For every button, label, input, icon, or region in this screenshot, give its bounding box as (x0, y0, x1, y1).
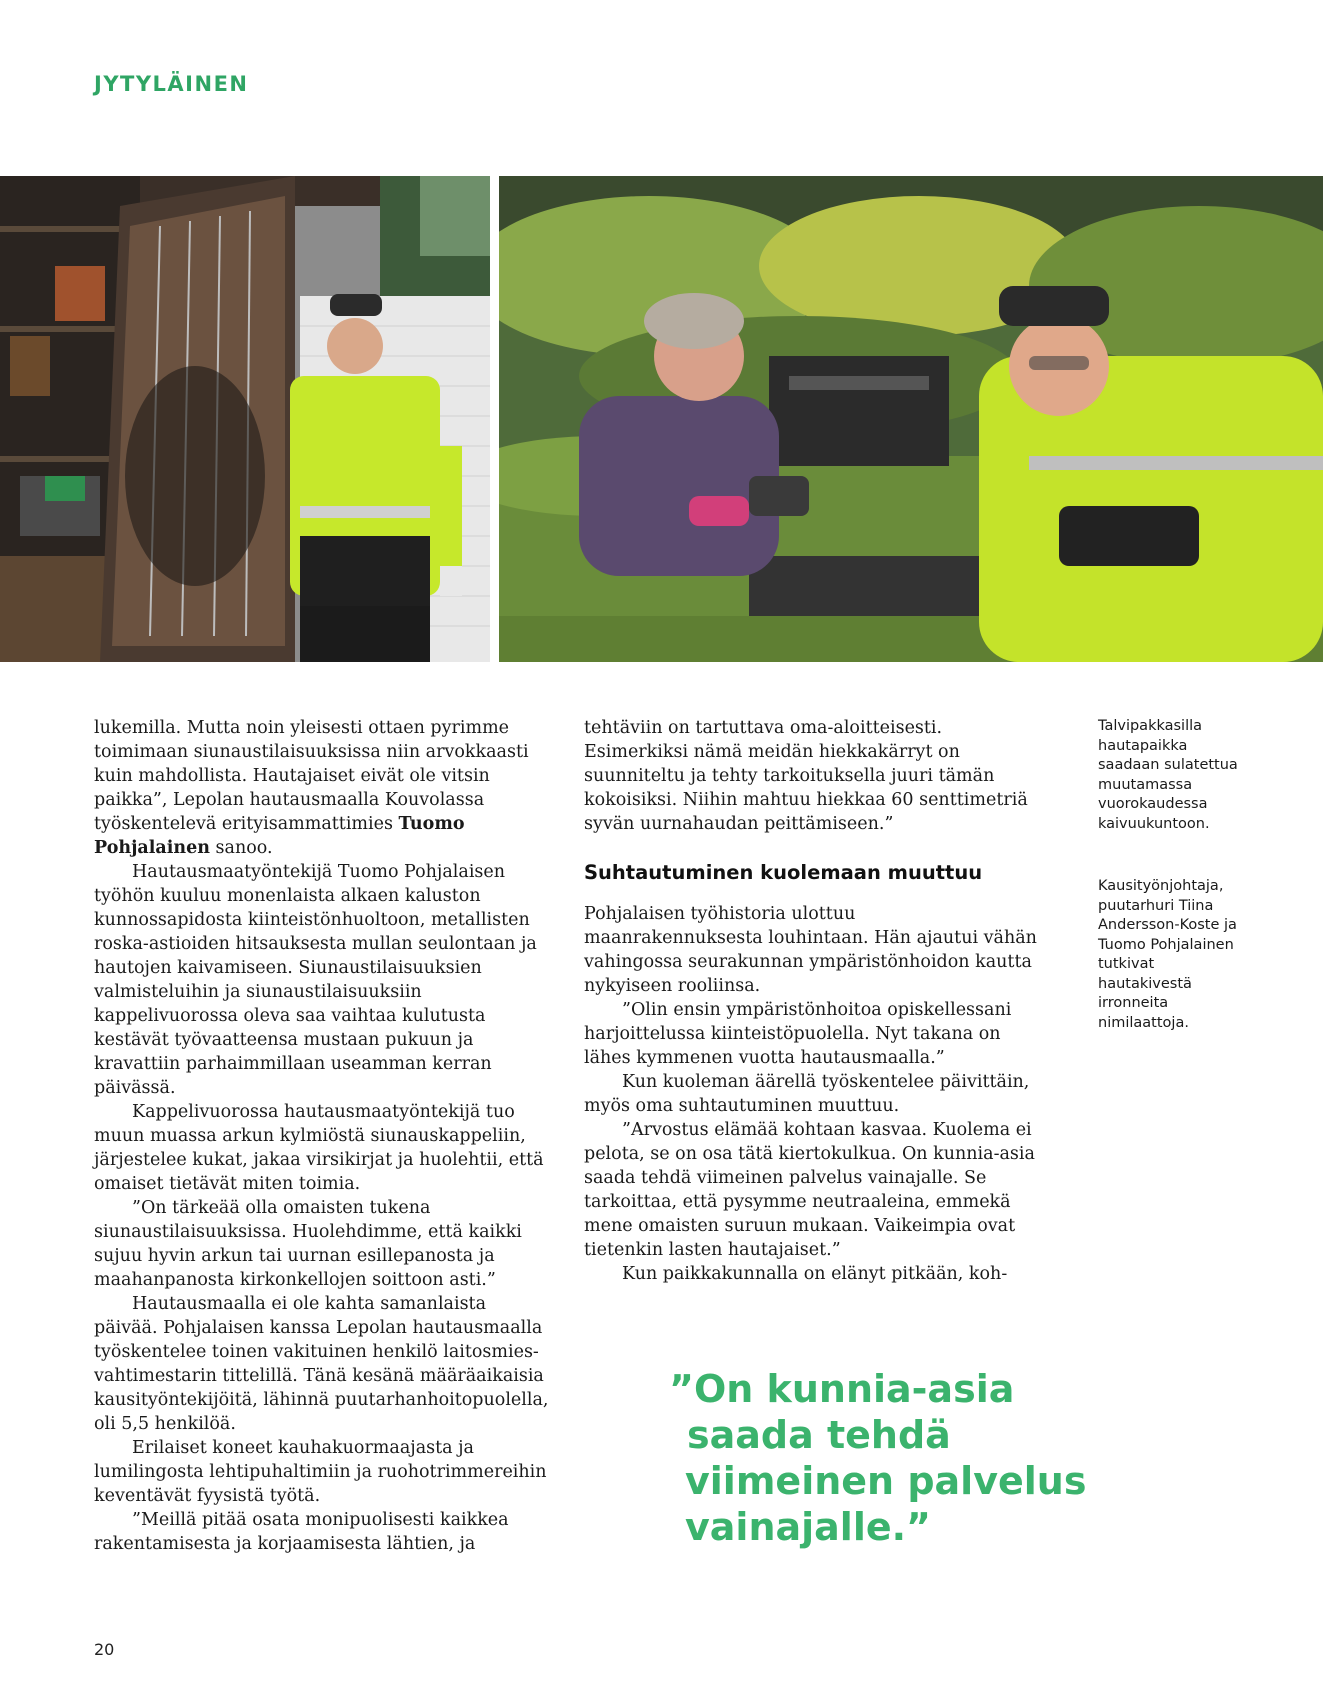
paragraph: ”Meillä pitää osata monipuolisesti kaikkea rakentamisesta ja korjaamisesta lähtien, ja (94, 1510, 509, 1554)
pull-quote-line: ”On kunnia-asia (669, 1367, 1015, 1411)
paragraph: Pohjalaisen työhistoria ulottuu maanrakennuksesta louhintaan. Hän ajautui vähän vahingossa seurakunnan ympäristönhoidon kautta nykyiseen rooliinsa. (584, 904, 1037, 996)
paragraph-text: lukemilla. Mutta noin yleisesti ottaen pyrimme toimimaan siunaustilaisuuksissa niin arvokkaasti kuin mahdollista. Hautajaiset eivät ole vitsin paikka”, Lepolan hautausmaalla Kouvolassa työskentelevä erityisammattimies (94, 718, 529, 834)
photo-caption-2: Kausityönjohtaja, puutarhuri Tiina Andersson-Koste ja Tuomo Pohjalainen tutkivat hautakivestä irronneita nimilaattoja. (1098, 878, 1237, 1031)
pull-quote-line: saada tehdä (687, 1413, 951, 1457)
paragraph: tehtäviin on tartuttava oma-aloitteisesti. Esimerkiksi nämä meidän hiekkakärryt on suunniteltu ja tehty tarkoituksella juuri tämän kokoisiksi. Niihin mahtuu hiekkaa 60 senttimetriä syvän uurnahaudan peittämiseen.” (584, 718, 1028, 834)
paragraph: ”Arvostus elämää kohtaan kasvaa. Kuolema ei pelota, se on osa tätä kiertokulkua. On kunnia-asia saada tehdä viimeinen palvelus vainajalle. Se tarkoittaa, että pysymme neutraaleina, emmekä mene omaisten suruun mukaan. Vaikeimpia ovat tietenkin lasten hautajaiset.” (584, 1120, 1035, 1260)
subheading: Suhtautuminen kuolemaan muuttuu (584, 861, 983, 884)
workshop-photo (0, 176, 490, 662)
paragraph: Erilaiset koneet kauhakuormaajasta ja lumilingosta lehtipuhaltimiin ja ruohotrimmereihin keventävät fyysistä työtä. (94, 1438, 547, 1506)
page-number: 20 (94, 1640, 115, 1659)
pull-quote-line: vainajalle.” (685, 1505, 932, 1549)
article-column-2 (584, 716, 1039, 1286)
paragraph: Kun kuoleman äärellä työskentelee päivittäin, myös oma suhtautuminen muuttuu. (584, 1072, 1030, 1116)
paragraph: Kun paikkakunnalla on elänyt pitkään, koh- (622, 1264, 1008, 1284)
person-name: Tuomo Pohjalainen (94, 814, 465, 858)
paragraph: Hautausmaatyöntekijä Tuomo Pohjalaisen työhön kuuluu monenlaista alkaen kaluston kunnossapidosta kiinteistönhuoltoon, metallisten roska-astioiden hitsauksesta mullan seulontaan ja hautojen kaivamiseen. Siunaustilaisuuksien valmisteluihin ja siunaustilaisuuksiin kappelivuorossa oleva saa vaihtaa kulutusta kestävät työvaatteensa mustaan pukuun ja kravattiin parhaimmillaan useamman kerran päivässä. (94, 862, 537, 1098)
section-title: JYTYLÄINEN (94, 72, 249, 96)
photo-left (0, 176, 490, 662)
pull-quote (669, 1366, 1109, 1550)
photo-right (499, 176, 1323, 662)
paragraph: ”Olin ensin ympäristönhoitoa opiskellessani harjoittelussa kiinteistöpuolella. Nyt takana on lähes kymmenen vuotta hautausmaalla.” (584, 1000, 1012, 1068)
cemetery-photo (499, 176, 1323, 662)
pull-quote-line: viimeinen palvelus (685, 1459, 1087, 1503)
paragraph (94, 716, 549, 860)
photo-caption-1: Talvipakkasilla hautapaikka saadaan sulatettua muutamassa vuorokaudessa kaivuukuntoon. (1098, 718, 1238, 832)
paragraph-text: sanoo. (209, 838, 273, 858)
paragraph: Hautausmaalla ei ole kahta samanlaista päivää. Pohjalaisen kanssa Lepolan hautausmaalla työskentelee toinen vakituinen henkilö laitosmies-vahtimestarin tittelillä. Tänä kesänä määräaikaisia kausityöntekijöitä, lähinnä puutarhanhoitopuolella, oli 5,5 henkilöä. (94, 1294, 549, 1434)
paragraph: Kappelivuorossa hautausmaatyöntekijä tuo muun muassa arkun kylmiöstä siunauskappeliin, järjestelee kukat, jakaa virsikirjat ja huolehtii, että omaiset tietävät miten toimia. (94, 1102, 544, 1194)
paragraph: ”On tärkeää olla omaisten tukena siunaustilaisuuksissa. Huolehdimme, että kaikki sujuu hyvin arkun tai uurnan esillepanosta ja maahanpanosta kirkonkellojen soittoon asti.” (94, 1198, 522, 1290)
article-column-1 (94, 716, 549, 1556)
